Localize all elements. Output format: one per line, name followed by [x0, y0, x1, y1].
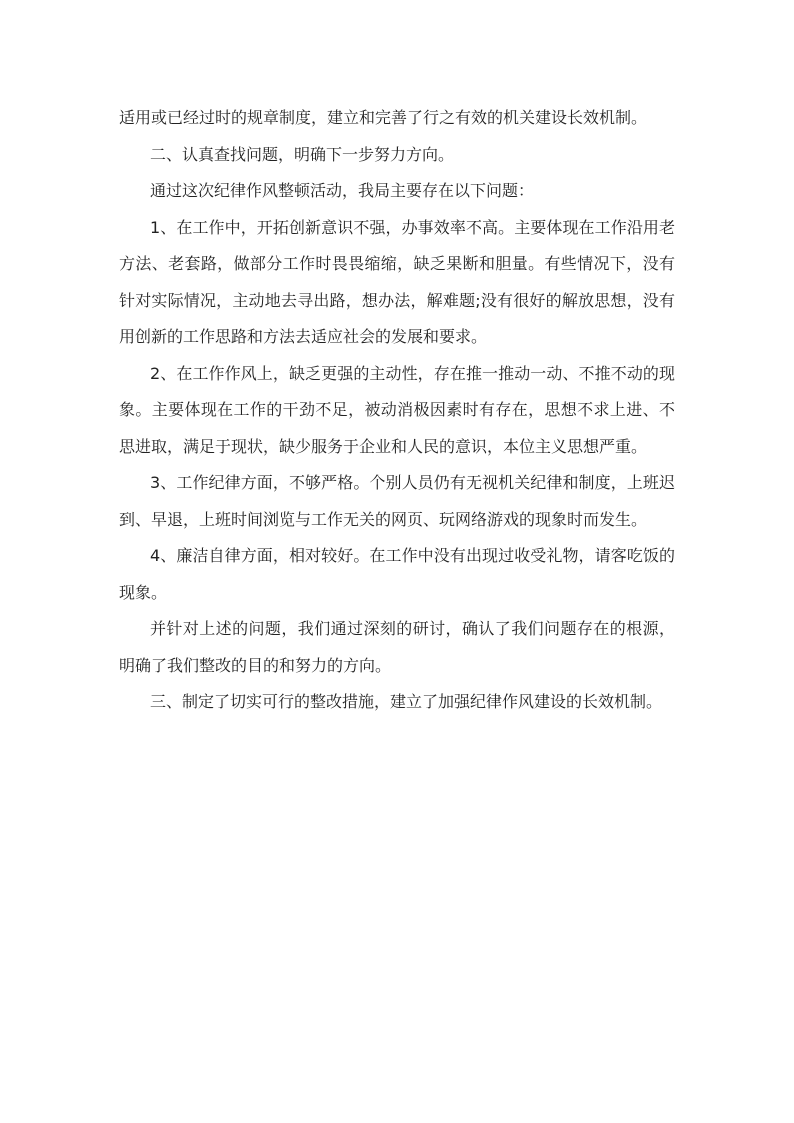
paragraph-summary: 并针对上述的问题，我们通过深刻的研讨，确认了我们问题存在的根源，明确了我们整改的目的和努力的方向。 — [119, 619, 675, 675]
document-body — [119, 100, 675, 721]
paragraph-continuation: 适用或已经过时的规章制度，建立和完善了行之有效的机关建设长效机制。 — [119, 108, 648, 127]
list-item-3: 3、工作纪律方面，不够严格。个别人员仍有无视机关纪律和制度，上班迟到、早退，上班时间浏览与工作无关的网页、玩网络游戏的现象时而发生。 — [119, 473, 675, 529]
list-item-1: 1、在工作中，开拓创新意识不强，办事效率不高。主要体现在工作沿用老方法、老套路，做部分工作时畏畏缩缩，缺乏果断和胆量。有些情况下，没有针对实际情况，主动地去寻出路，想办法，解难题;没有很好的解放思想，没有用创新的工作思路和方法去适应社会的发展和要求。 — [119, 217, 675, 346]
list-item-4: 4、廉洁自律方面，相对较好。在工作中没有出现过收受礼物，请客吃饭的现象。 — [119, 546, 675, 602]
section-heading-three: 三、制定了切实可行的整改措施，建立了加强纪律作风建设的长效机制。 — [150, 692, 663, 711]
list-item-2: 2、在工作作风上，缺乏更强的主动性，存在推一推动一动、不推不动的现象。主要体现在工作的干劲不足，被动消极因素时有存在，思想不求上进、不思进取，满足于现状，缺少服务于企业和人民的意识，本位主义思想严重。 — [119, 363, 675, 456]
paragraph-intro: 通过这次纪律作风整顿活动，我局主要存在以下问题： — [150, 181, 535, 200]
section-heading-two: 二、认真查找问题，明确下一步努力方向。 — [150, 144, 455, 164]
